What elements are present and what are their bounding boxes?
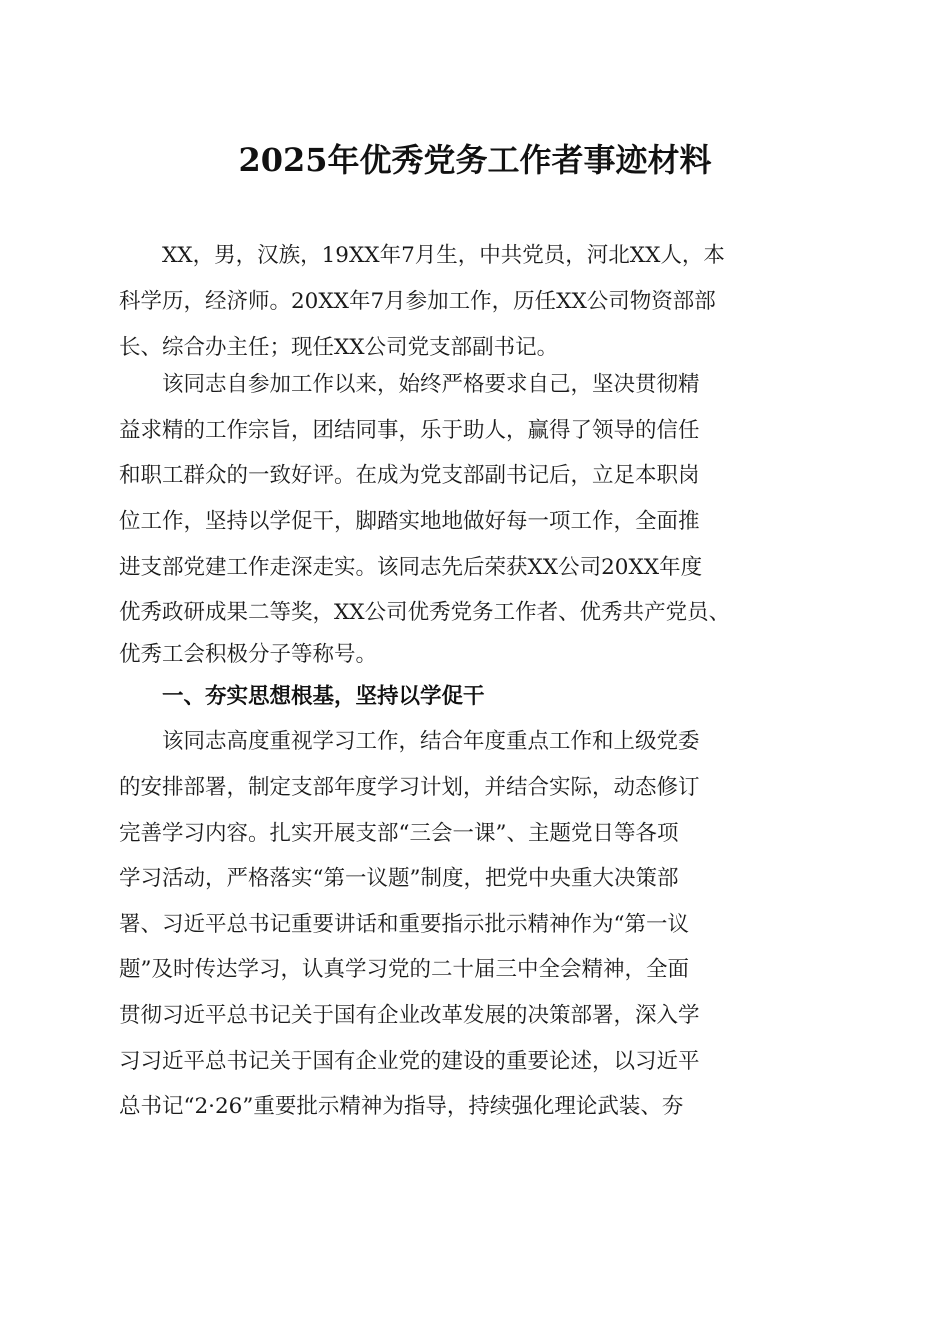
text-line: 科学历，经济师。20XX年7月参加工作，历任XX公司物资部部	[119, 289, 716, 314]
text-line: 益求精的工作宗旨，团结同事，乐于助人，赢得了领导的信任	[119, 418, 700, 443]
text-line: 和职工群众的一致好评。在成为党支部副书记后，立足本职岗	[119, 463, 700, 488]
section-heading: 一、夯实思想根基，坚持以学促干	[119, 684, 485, 709]
text-line: 总书记“2·26”重要批示精神为指导，持续强化理论武装、夯	[119, 1094, 684, 1119]
text-line: 习习近平总书记关于国有企业党的建设的重要论述，以习近平	[119, 1049, 700, 1074]
text-line: 完善学习内容。扎实开展支部“三会一课”、主题党日等各项	[119, 821, 679, 846]
text-line: 的安排部署，制定支部年度学习计划，并结合实际，动态修订	[119, 775, 700, 800]
document-title: 2025年优秀党务工作者事迹材料	[238, 141, 712, 179]
text-line: 该同志自参加工作以来，始终严格要求自己，坚决贯彻精	[119, 372, 700, 397]
text-line: 优秀政研成果二等奖，XX公司优秀党务工作者、优秀共产党员、	[119, 600, 731, 625]
text-line: 题”及时传达学习，认真学习党的二十届三中全会精神，全面	[119, 957, 689, 982]
text-line: 进支部党建工作走深走实。该同志先后荣获XX公司20XX年度	[119, 555, 703, 580]
text-line: 优秀工会积极分子等称号。	[119, 642, 378, 667]
text-line: 贯彻习近平总书记关于国有企业改革发展的决策部署，深入学	[119, 1003, 700, 1028]
text-line: 位工作，坚持以学促干，脚踏实地地做好每一项工作，全面推	[119, 509, 700, 534]
text-line: 学习活动，严格落实“第一议题”制度，把党中央重大决策部	[119, 866, 679, 891]
text-line: 长、综合办主任；现任XX公司党支部副书记。	[119, 335, 559, 360]
text-line: XX，男，汉族，19XX年7月生，中共党员，河北XX人，本	[119, 243, 725, 268]
text-line: 署、习近平总书记重要讲话和重要指示批示精神作为“第一议	[119, 912, 689, 937]
text-line: 该同志高度重视学习工作，结合年度重点工作和上级党委	[119, 729, 700, 754]
